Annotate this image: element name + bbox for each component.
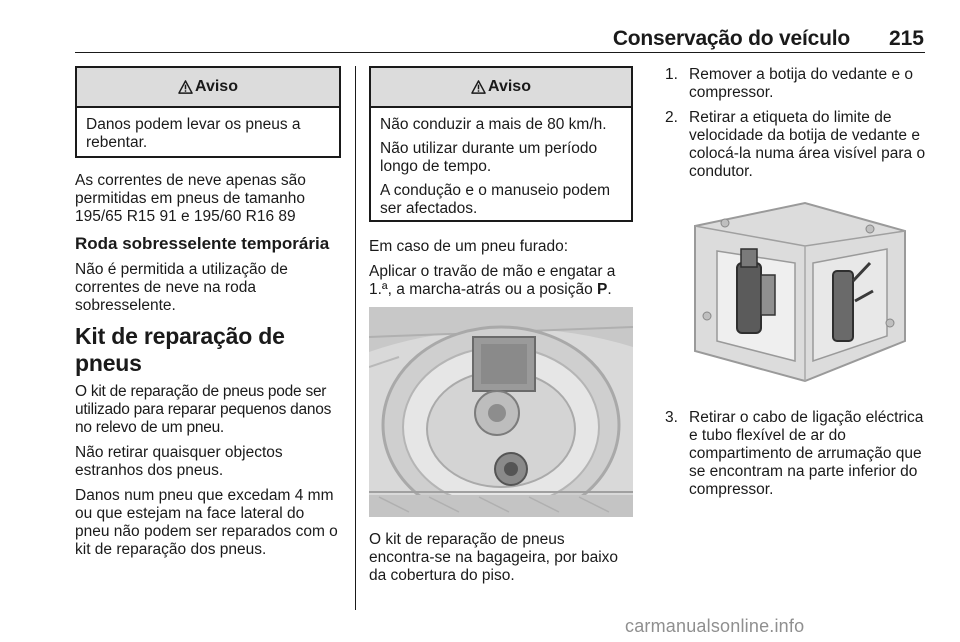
warning-triangle-icon <box>178 80 193 94</box>
paragraph-damage-limits: Danos num pneu que excedam 4 mm ou que estejam na face lateral do pneu não podem ser reparados com o kit de reparação dos pneus. <box>75 487 338 558</box>
steps-list-bottom <box>665 409 927 499</box>
warning-speed-limit: Não conduzir a mais de 80 km/h. <box>380 116 607 133</box>
paragraph-flat-tyre: Em caso de um pneu furado: <box>369 238 569 255</box>
column-right <box>665 66 927 506</box>
step-text: Retirar o cabo de ligação eléctrica e tubo flexível de ar do compartimento de arrumação que se encontram na parte inferior do compressor. <box>689 409 924 498</box>
paragraph-kit-usage: O kit de reparação de pneus pode ser utilizado para reparar pequenos danos no relevo de um pneu. <box>75 383 332 436</box>
step-number: 3. <box>665 409 678 426</box>
step-item <box>665 66 927 102</box>
warning-header <box>371 68 631 108</box>
page-number: 215 <box>888 27 924 50</box>
warning-triangle-icon <box>471 80 486 94</box>
warning-box <box>369 66 633 222</box>
subheading-temporary-spare: Roda sobresselente temporária <box>75 234 330 253</box>
paragraph-snow-chains: As correntes de neve apenas são permitidas em pneus de tamanho 195/65 R15 91 e 195/60 R16 89 <box>75 172 306 225</box>
step-item <box>665 409 927 499</box>
column-divider <box>355 66 356 610</box>
warning-title: Aviso <box>195 78 238 95</box>
site-watermark: carmanualsonline.info <box>625 616 805 636</box>
steps-list-top <box>665 66 927 181</box>
step-number: 2. <box>665 109 678 126</box>
warning-body <box>77 108 339 160</box>
handbrake-text: Aplicar o travão de mão e engatar a 1.ª, a marcha-atrás ou a posição <box>369 263 616 298</box>
figure-caption: O kit de reparação de pneus encontra-se na bagageira, por baixo da cobertura do piso. <box>369 531 619 584</box>
step-text: Remover a botija do vedante e o compressor. <box>689 66 914 101</box>
warning-header <box>77 68 339 108</box>
warning-body <box>371 108 631 226</box>
step-text: Retirar a etiqueta do limite de velocidade da botija de vedante e colocá-la numa área visível para o condutor. <box>689 109 926 180</box>
step-number: 1. <box>665 66 678 83</box>
handbrake-text-end: . <box>607 281 612 298</box>
running-header-title: Conservação do veículo <box>612 27 850 50</box>
header-rule <box>75 52 925 53</box>
trunk-kit-illustration <box>369 307 633 517</box>
paragraph-foreign-objects: Não retirar quaisquer objectos estranhos dos pneus. <box>75 444 283 479</box>
warning-handling: A condução e o manuseio podem ser afectados. <box>380 182 611 217</box>
compressor-kit-illustration <box>665 191 927 391</box>
warning-box <box>75 66 341 158</box>
section-heading-repair-kit: Kit de reparação de pneus <box>75 323 285 376</box>
gear-position-p: P <box>597 281 608 298</box>
column-middle <box>369 66 633 592</box>
step-item <box>665 109 927 181</box>
warning-title: Aviso <box>488 78 531 95</box>
warning-duration: Não utilizar durante um período longo de tempo. <box>380 140 598 175</box>
warning-text: Danos podem levar os pneus a rebentar. <box>86 116 301 151</box>
paragraph-handbrake <box>369 263 633 299</box>
paragraph-spare-chains: Não é permitida a utilização de correntes de neve na roda sobresselente. <box>75 261 288 314</box>
column-left <box>75 66 341 566</box>
